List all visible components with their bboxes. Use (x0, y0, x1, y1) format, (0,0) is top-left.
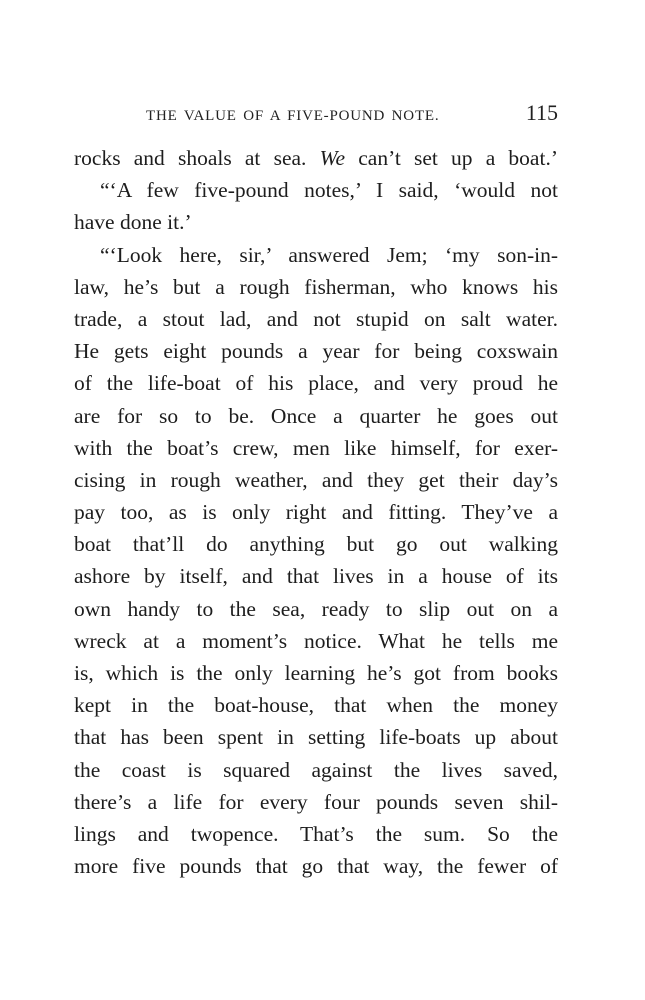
text-line: rocks and shoals at sea. We can’t set up a boat.’ (74, 146, 558, 170)
text-line: own handy to the sea, ready to slip out on a (74, 596, 558, 621)
text-line: boat that’ll do anything but go out walking (74, 532, 558, 557)
text-line: there’s a life for every four pounds seven shil- (74, 789, 558, 814)
text-line: are for so to be. Once a quarter he goes out (74, 403, 558, 428)
text-line: “‘Look here, sir,’ answered Jem; ‘my son-in- (100, 242, 558, 267)
emphasized-word: We (319, 146, 346, 170)
running-title: THE VALUE OF A FIVE-POUND NOTE. (146, 108, 440, 124)
text-line: cising in rough weather, and they get their day’s (74, 467, 558, 492)
text-line: is, which is the only learning he’s got from books (74, 661, 558, 685)
text-line: of the life-boat of his place, and very proud he (74, 371, 558, 396)
text-line: have done it.’ (74, 210, 192, 235)
text-line: ashore by itself, and that lives in a house of its (74, 564, 558, 589)
text-line: “‘A few five-pound notes,’ I said, ‘would not (100, 178, 558, 203)
page-number: 115 (525, 100, 558, 125)
text-line: wreck at a moment’s notice. What he tells me (74, 628, 558, 653)
text-line: kept in the boat-house, that when the money (74, 693, 558, 718)
text-line: more five pounds that go that way, the fewer of (74, 854, 558, 879)
text-line: pay too, as is only right and fitting. They’ve a (74, 500, 558, 525)
text-line: He gets eight pounds a year for being coxswain (74, 339, 558, 364)
text-line: lings and twopence. That’s the sum. So the (74, 821, 558, 846)
text-line: law, he’s but a rough fisherman, who knows his (74, 274, 558, 299)
body-text (74, 142, 558, 882)
text-line: the coast is squared against the lives saved, (74, 757, 558, 782)
text-line: that has been spent in setting life-boats up about (74, 725, 558, 750)
text-line: trade, a stout lad, and not stupid on salt water. (74, 306, 558, 331)
text-line: with the boat’s crew, men like himself, for exer- (74, 435, 558, 460)
running-head (146, 100, 558, 128)
